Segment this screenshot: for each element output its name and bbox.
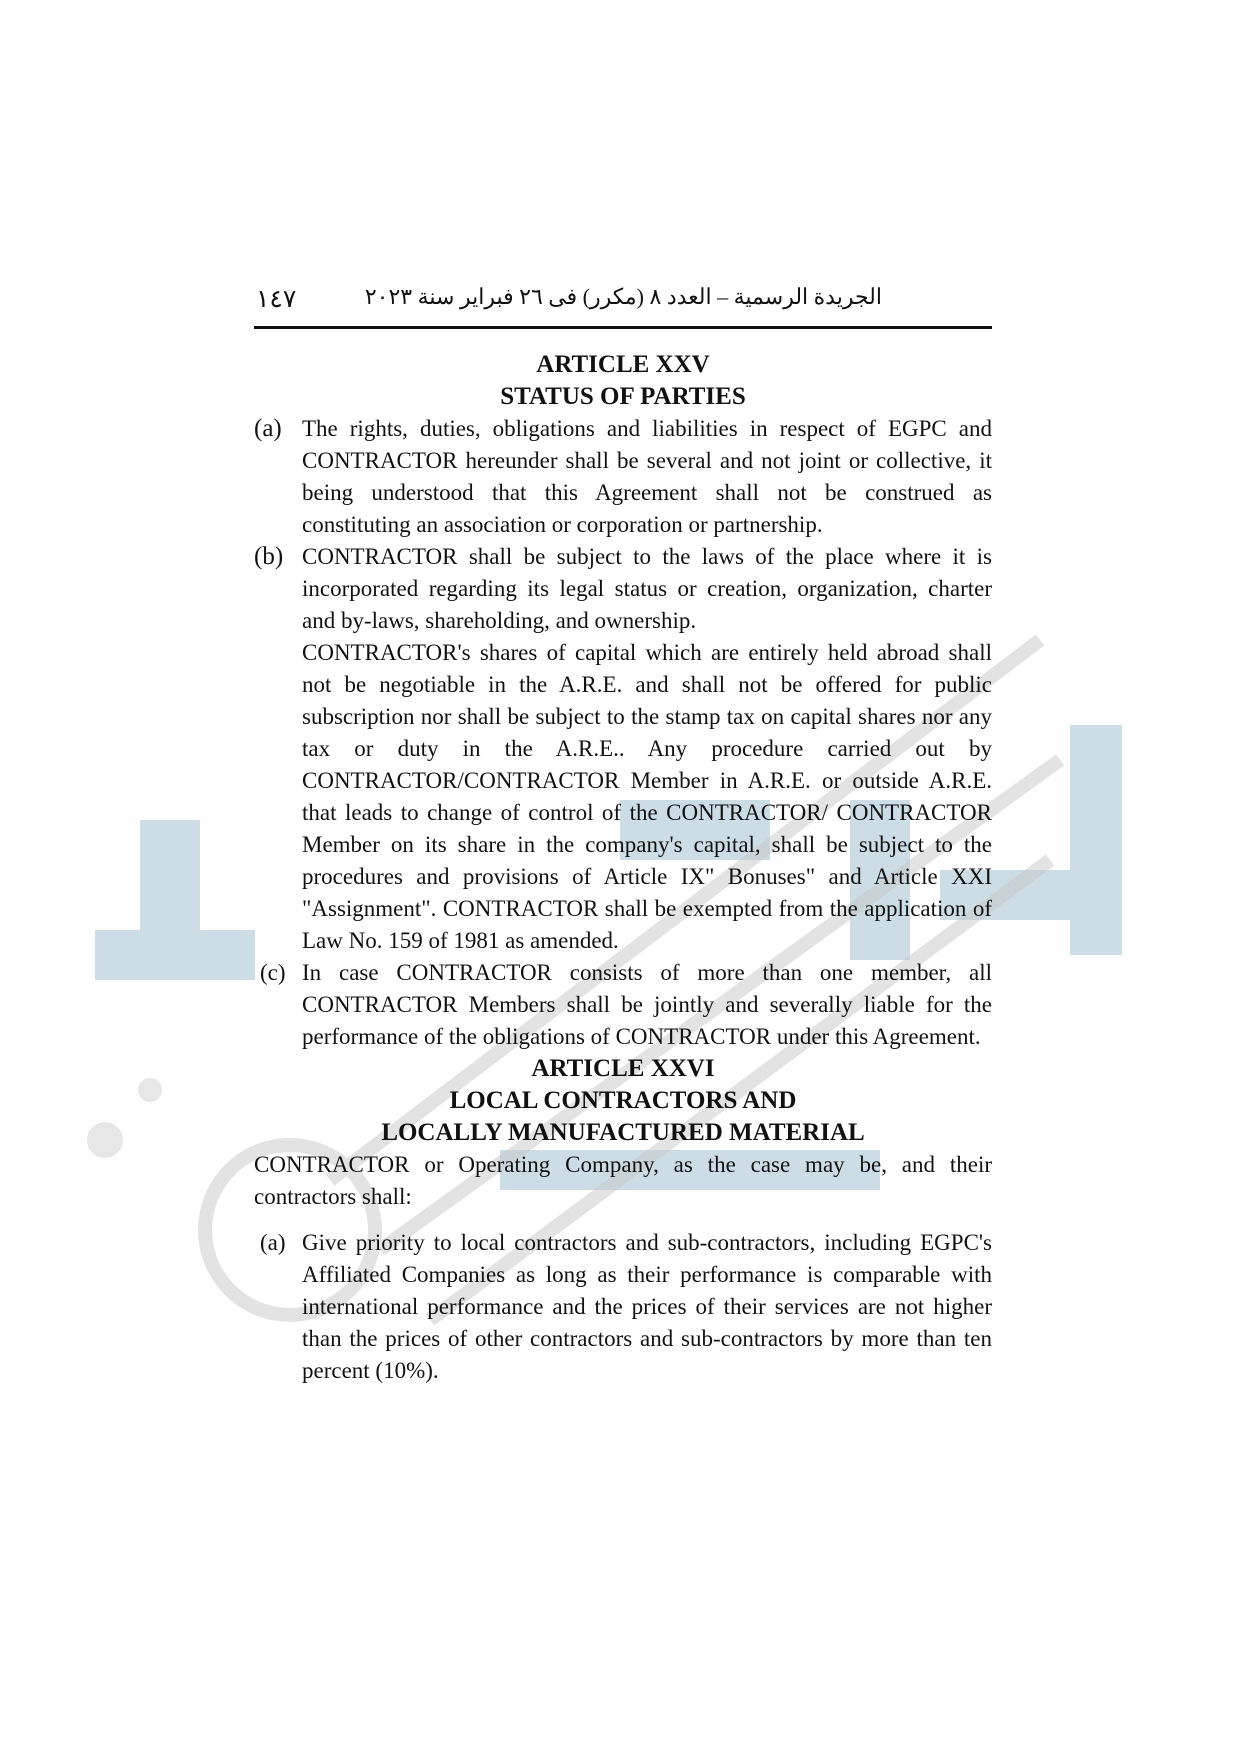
- item-paragraph: CONTRACTOR's shares of capital which are entirely held abroad shall not be negotiable in the A.R.E. and shall not be offered for public subscription nor shall be subject to the stamp tax on capital shares nor any tax or duty in the A.R.E.. Any procedure carried out by CONTRACTOR/CONTRACTOR Member in A.R.E. or outside A.R.E. that leads to change of control of the CONTRACTOR/ CONTRACTOR Member on its share in the company's capital, shall be subject to the procedures and provisions of Article IX" Bonuses" and Article XXI "Assignment". CONTRACTOR shall be exempted from the application of Law No. 159 of 1981 as amended.: [302, 640, 992, 953]
- article-xxv-item-b: [254, 541, 992, 957]
- page-number: ١٤٧: [256, 286, 297, 313]
- item-marker: (b): [254, 543, 284, 570]
- item-paragraph: Give priority to local contractors and sub-contractors, including EGPC's Affiliated Companies as long as their performance is comparable with international performance and the prices of their services are not higher than the prices of other contractors and sub-contractors by more than ten percent (10%).: [302, 1230, 992, 1383]
- gazette-title: الجريدة الرسمية – العدد ٨ (مكرر) فى ٢٦ فبراير سنة ٢٠٢٣: [364, 284, 882, 309]
- item-marker: (c): [260, 960, 286, 985]
- item-marker: (a): [260, 1230, 286, 1255]
- item-paragraph: The rights, duties, obligations and liabilities in respect of EGPC and CONTRACTOR hereunder shall be several and not joint or collective, it being understood that this Agreement shall not be construed as constituting an association or corporation or partnership.: [302, 416, 992, 537]
- article-xxv-item-a: [254, 413, 992, 541]
- article-xxv-heading: ARTICLE XXV: [536, 351, 710, 378]
- item-paragraph: In case CONTRACTOR consists of more than one member, all CONTRACTOR Members shall be jointly and severally liable for the performance of the obligations of CONTRACTOR under this Agreement.: [302, 960, 992, 1049]
- article-xxvi-subheading-line1: LOCAL CONTRACTORS AND: [449, 1087, 797, 1114]
- article-xxvi-intro: CONTRACTOR or Operating Company, as the case may be, and their contractors shall:: [254, 1152, 992, 1209]
- article-xxv-subheading: STATUS OF PARTIES: [500, 383, 746, 410]
- document-page: [254, 282, 992, 1387]
- article-xxvi-heading: ARTICLE XXVI: [531, 1055, 715, 1082]
- article-xxvi-item-a: [254, 1227, 992, 1387]
- item-paragraph: CONTRACTOR shall be subject to the laws of the place where it is incorporated regarding its legal status or creation, organization, charter and by-laws, shareholding, and ownership.: [302, 544, 992, 633]
- article-xxv-item-c: [254, 957, 992, 1053]
- gazette-header: [254, 282, 992, 329]
- article-xxvi-subheading-line2: LOCALLY MANUFACTURED MATERIAL: [381, 1119, 865, 1146]
- item-marker: (a): [254, 415, 282, 442]
